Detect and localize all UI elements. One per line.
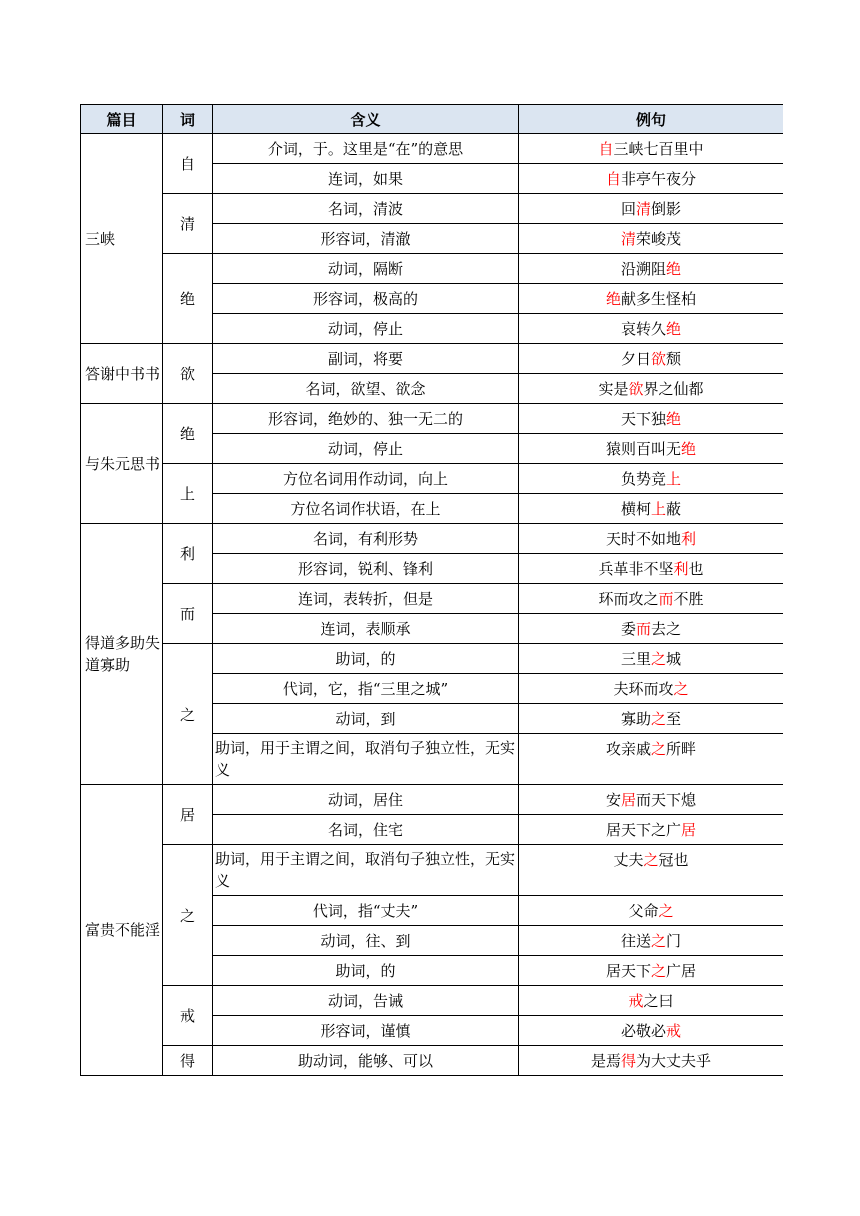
word-cell: 利 (163, 524, 213, 584)
example-text: 颓 (666, 350, 682, 368)
piece-title: 富贵不能淫 (81, 785, 163, 1076)
highlighted-word: 清 (620, 230, 636, 248)
example-text: 城 (666, 650, 682, 668)
meaning-cell: 助词，用于主谓之间，取消句子独立性，无实义 (213, 845, 519, 896)
highlighted-word: 欲 (628, 380, 644, 398)
example-text: 夕日 (620, 350, 651, 368)
meaning-cell: 助词，用于主谓之间，取消句子独立性，无实义 (213, 734, 519, 785)
example-text: 广居 (666, 962, 697, 980)
meaning-cell: 形容词，清澈 (213, 224, 519, 254)
meaning-cell: 动词，停止 (213, 434, 519, 464)
piece-title: 与朱元思书 (81, 404, 163, 524)
meaning-cell: 形容词，锐利、锋利 (213, 554, 519, 584)
example-text: 猿则百叫无 (605, 440, 681, 458)
example-cell (519, 644, 784, 674)
table-row (81, 584, 784, 614)
table-row (81, 1046, 784, 1076)
meaning-cell: 代词，指“丈夫” (213, 896, 519, 926)
header-piece: 篇目 (81, 105, 163, 134)
table-row (81, 404, 784, 434)
example-cell (519, 1046, 784, 1076)
example-cell (519, 674, 784, 704)
word-cell: 自 (163, 134, 213, 194)
table-row (81, 845, 784, 896)
example-cell (519, 896, 784, 926)
table-row (81, 344, 784, 374)
example-cell (519, 815, 784, 845)
example-text: 居天下之广 (605, 821, 681, 839)
meaning-cell: 名词，清波 (213, 194, 519, 224)
table-row (81, 644, 784, 674)
table-row (81, 986, 784, 1016)
example-cell (519, 314, 784, 344)
meaning-cell: 方位名词用作动词，向上 (213, 464, 519, 494)
example-cell (519, 254, 784, 284)
word-cell: 之 (163, 644, 213, 785)
vocabulary-table (80, 104, 783, 1076)
example-text: 献多生怪柏 (621, 290, 697, 308)
example-cell (519, 464, 784, 494)
table-row (81, 134, 784, 164)
highlighted-word: 绝 (666, 320, 682, 338)
highlighted-word: 之 (650, 932, 666, 950)
meaning-cell: 代词，它，指“三里之城” (213, 674, 519, 704)
meaning-cell: 动词，到 (213, 704, 519, 734)
meaning-cell: 连词，表转折，但是 (213, 584, 519, 614)
meaning-cell: 动词，往、到 (213, 926, 519, 956)
example-cell (519, 374, 784, 404)
meaning-cell: 连词，表顺承 (213, 614, 519, 644)
meaning-cell: 动词，停止 (213, 314, 519, 344)
word-cell: 绝 (163, 254, 213, 344)
highlighted-word: 之 (650, 710, 666, 728)
table-row (81, 254, 784, 284)
highlighted-word: 上 (666, 470, 682, 488)
example-cell (519, 224, 784, 254)
meaning-cell: 形容词，谨慎 (213, 1016, 519, 1046)
highlighted-word: 绝 (666, 410, 682, 428)
header-meaning: 含义 (213, 105, 519, 134)
example-text: 三峡七百里中 (613, 140, 704, 158)
highlighted-word: 而 (658, 590, 674, 608)
table-row (81, 194, 784, 224)
highlighted-word: 之 (650, 650, 666, 668)
highlighted-word: 欲 (650, 350, 666, 368)
example-text: 夫环而攻 (613, 680, 674, 698)
example-cell (519, 344, 784, 374)
example-cell (519, 956, 784, 986)
highlighted-word: 之 (650, 740, 666, 758)
highlighted-word: 自 (598, 140, 614, 158)
meaning-cell: 助词，的 (213, 644, 519, 674)
example-cell (519, 524, 784, 554)
meaning-cell: 介词，于。这里是“在”的意思 (213, 134, 519, 164)
example-cell (519, 845, 784, 896)
example-cell (519, 494, 784, 524)
meaning-cell: 助动词，能够、可以 (213, 1046, 519, 1076)
highlighted-word: 居 (681, 821, 697, 839)
header-example: 例句 (519, 105, 784, 134)
example-cell (519, 134, 784, 164)
highlighted-word: 上 (650, 500, 666, 518)
header-row (81, 105, 784, 134)
meaning-cell: 动词，居住 (213, 785, 519, 815)
example-text: 蔽 (666, 500, 682, 518)
example-cell (519, 404, 784, 434)
meaning-cell: 动词，隔断 (213, 254, 519, 284)
example-text: 父命 (628, 902, 659, 920)
meaning-cell: 方位名词作状语，在上 (213, 494, 519, 524)
meaning-cell: 动词，告诫 (213, 986, 519, 1016)
highlighted-word: 之 (650, 962, 666, 980)
highlighted-word: 戒 (666, 1022, 682, 1040)
word-cell: 戒 (163, 986, 213, 1046)
example-text: 攻亲戚 (605, 740, 651, 758)
piece-title: 三峡 (81, 134, 163, 344)
word-cell: 居 (163, 785, 213, 845)
highlighted-word: 绝 (681, 440, 697, 458)
example-cell (519, 785, 784, 815)
example-cell (519, 986, 784, 1016)
table-body (81, 134, 784, 1076)
word-cell: 绝 (163, 404, 213, 464)
highlighted-word: 戒 (628, 992, 644, 1010)
example-text: 门 (666, 932, 682, 950)
example-cell (519, 284, 784, 314)
example-cell (519, 194, 784, 224)
highlighted-word: 清 (635, 200, 651, 218)
example-cell (519, 164, 784, 194)
example-text: 横柯 (620, 500, 651, 518)
meaning-cell: 名词，欲望、欲念 (213, 374, 519, 404)
word-cell: 得 (163, 1046, 213, 1076)
example-cell (519, 584, 784, 614)
meaning-cell: 名词，有利形势 (213, 524, 519, 554)
meaning-cell: 助词，的 (213, 956, 519, 986)
highlighted-word: 之 (643, 851, 659, 869)
highlighted-word: 之 (658, 902, 674, 920)
example-cell (519, 614, 784, 644)
example-text: 丈夫 (613, 851, 644, 869)
word-cell: 之 (163, 845, 213, 986)
table-row (81, 785, 784, 815)
example-text: 界之仙都 (643, 380, 704, 398)
example-text: 天下独 (620, 410, 666, 428)
piece-title: 得道多助失道寡助 (81, 524, 163, 785)
example-cell (519, 704, 784, 734)
example-text: 沿溯阻 (620, 260, 666, 278)
example-text: 寡助 (620, 710, 651, 728)
example-text: 回 (620, 200, 636, 218)
example-text: 天时不如地 (605, 530, 681, 548)
example-cell (519, 1016, 784, 1046)
example-cell (519, 734, 784, 785)
example-text: 是焉 (590, 1052, 621, 1070)
example-text: 所畔 (666, 740, 697, 758)
highlighted-word: 利 (673, 560, 689, 578)
highlighted-word: 之 (673, 680, 689, 698)
example-text: 实是 (598, 380, 629, 398)
example-text: 兵革非不坚 (598, 560, 674, 578)
vocabulary-sheet (80, 104, 783, 1094)
example-cell (519, 554, 784, 584)
example-text: 往送 (620, 932, 651, 950)
example-text: 至 (666, 710, 682, 728)
word-cell: 而 (163, 584, 213, 644)
header-word: 词 (163, 105, 213, 134)
example-text: 倒影 (651, 200, 682, 218)
example-text: 三里 (620, 650, 651, 668)
word-cell: 清 (163, 194, 213, 254)
piece-title: 答谢中书书 (81, 344, 163, 404)
example-text: 安 (605, 791, 621, 809)
table-row (81, 464, 784, 494)
example-text: 必敬必 (620, 1022, 666, 1040)
highlighted-word: 得 (620, 1052, 636, 1070)
example-text: 而天下熄 (636, 791, 697, 809)
table-row (81, 524, 784, 554)
example-text: 负势竞 (620, 470, 666, 488)
meaning-cell: 形容词，极高的 (213, 284, 519, 314)
highlighted-word: 自 (605, 170, 621, 188)
example-text: 委 (620, 620, 636, 638)
example-text: 之曰 (643, 992, 674, 1010)
example-text: 为大丈夫乎 (636, 1052, 712, 1070)
meaning-cell: 连词，如果 (213, 164, 519, 194)
example-text: 也 (688, 560, 704, 578)
example-cell (519, 926, 784, 956)
example-text: 居天下 (605, 962, 651, 980)
example-text: 荣峻茂 (636, 230, 682, 248)
highlighted-word: 利 (681, 530, 697, 548)
example-text: 环而攻之 (598, 590, 659, 608)
meaning-cell: 形容词，绝妙的、独一无二的 (213, 404, 519, 434)
meaning-cell: 副词，将要 (213, 344, 519, 374)
example-cell (519, 434, 784, 464)
highlighted-word: 绝 (666, 260, 682, 278)
example-text: 去之 (651, 620, 682, 638)
example-text: 冠也 (658, 851, 689, 869)
word-cell: 欲 (163, 344, 213, 404)
highlighted-word: 绝 (605, 290, 621, 308)
example-text: 不胜 (673, 590, 704, 608)
meaning-cell: 名词，住宅 (213, 815, 519, 845)
example-text: 非亭午夜分 (621, 170, 697, 188)
word-cell: 上 (163, 464, 213, 524)
example-text: 哀转久 (620, 320, 666, 338)
highlighted-word: 而 (635, 620, 651, 638)
highlighted-word: 居 (620, 791, 636, 809)
